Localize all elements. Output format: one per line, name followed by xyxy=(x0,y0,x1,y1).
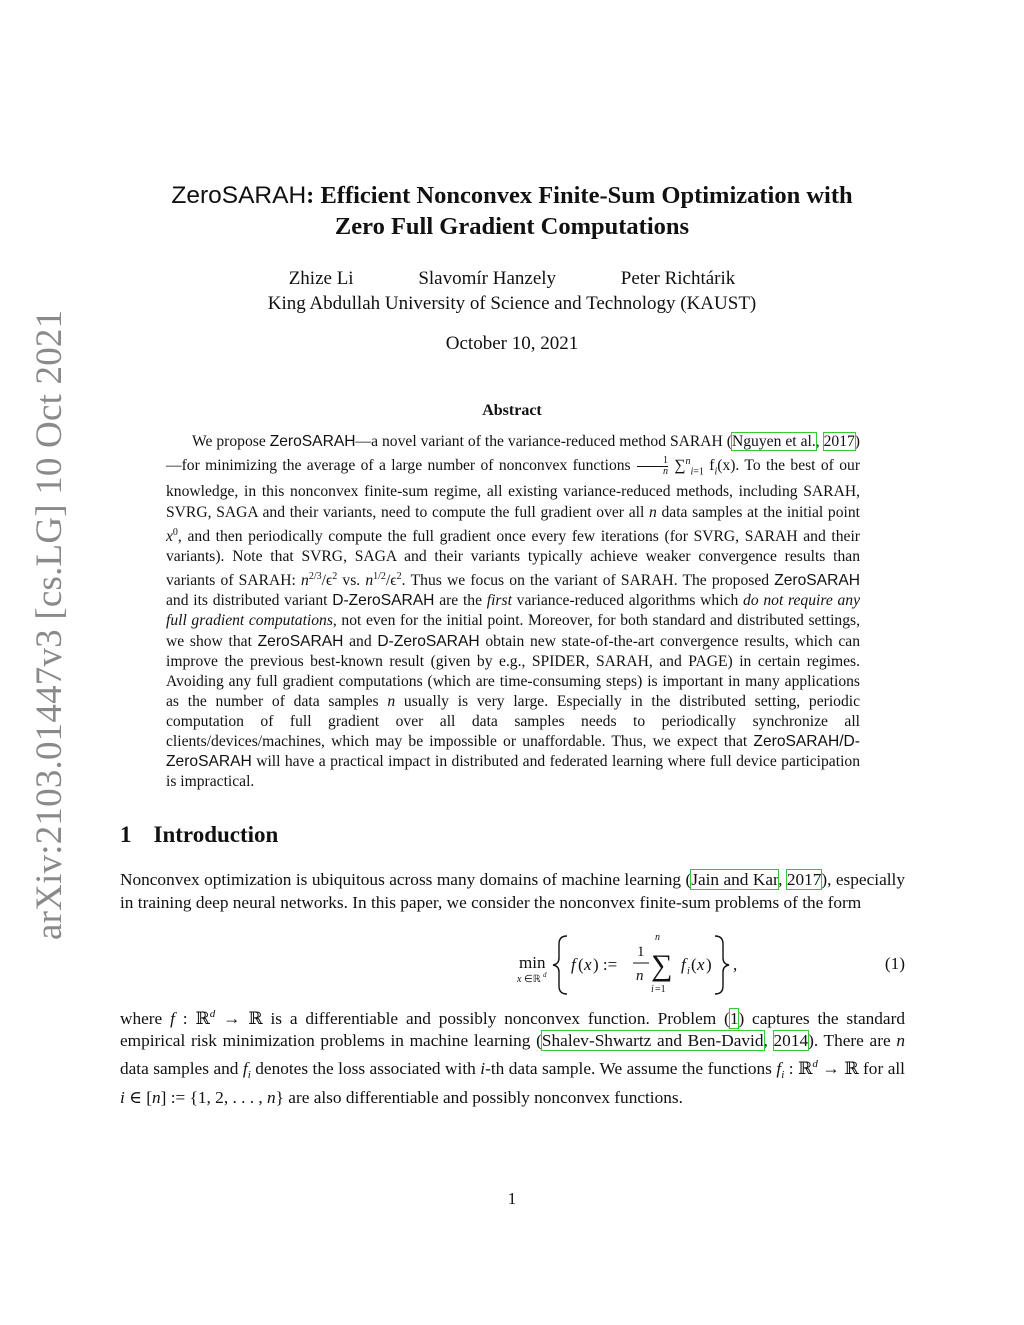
abstract-text-run: We propose xyxy=(192,433,270,450)
abstract-text-run: , not even for the initial point. Moreover, for both standard and distributed settings, we show that xyxy=(166,612,860,650)
section-heading xyxy=(120,822,278,848)
intro-paragraph-2: where f : ℝ$^d$ → ℝ is a differentiable and possibly nonconvex function. Problem (1) captures the standard empirical risk minimization problems in machine learning (Shalev-Shwartz and Ben-David, 2014). There are n data samples and $f_i$ denotes the loss associated with i-th data sample. We assume the functions $f_i$ : ℝ$^d$ → ℝ for all i ∈ [n] := {1, 2, . . . , n} are also differentiable and possibly nonconvex functions. xyxy=(120,1008,905,1107)
citation-link[interactable]: 2014 xyxy=(773,1031,809,1051)
intro-text-run: Nonconvex optimization is ubiquitous across many domains of machine learning ( xyxy=(120,870,692,889)
svg-text:min: min xyxy=(519,953,546,972)
title-method-name: ZeroSARAH xyxy=(171,182,307,209)
abstract-text: We propose ZeroSARAH—a novel variant of the variance-reduced method SARAH (Nguyen et al., 2017)—for minimizing the average of a large number of nonconvex functions $\frac{1}{n}$ ∑$^n_{i=1}$ $f_i(x)$. To the best of our knowledge, in this nonconvex finite-sum regime, all existing variance-reduced methods, including SARAH, SVRG, SAGA and their variants, need to compute the full gradient over all n data samples at the initial point $x^0$, and then periodically compute the full gradient once every few iterations (for SVRG, SARAH and their variants). Note that SVRG, SAGA and their variants typically achieve weaker convergence results than variants of SARAH: $n^{2/3}/\epsilon^2$ vs. $n^{1/2}/\epsilon^2$. Thus we focus on the variant of SARAH. The proposed ZeroSARAH and its distributed variant D-ZeroSARAH are the first variance-reduced algorithms which do not require any full gradient computations, not even for the initial point. Moreover, for both standard and distributed settings, we show that ZeroSARAH and D-ZeroSARAH obtain new state-of-the-art convergence results, which can improve the previous best-known result (given by e.g., SPIDER, SARAH, and PAGE) in certain regimes. Avoiding any full gradient computations (which are time-consuming steps) is important in many applications as the number of data samples n usually is very large. Especially in the distributed setting, periodic computation of full gradient over all data samples needs to periodically synchronize all clients/devices/machines, which may be impossible or unaffordable. Thus, we expect that ZeroSARAH/D-ZeroSARAH will have a practical impact in distributed and federated learning where full device participation is impractical. xyxy=(166,433,861,791)
abstract-text-run: are the xyxy=(434,592,487,610)
rate-symbol: /ϵ xyxy=(385,572,397,590)
rate-exponent: 2 xyxy=(396,571,402,583)
intro-text-run: ), especially in training deep neural networks. In this paper, we consider the nonconvex finite-sum problems of the form xyxy=(120,870,905,912)
abstract-text-run: —a novel variant of the variance-reduced method SARAH ( xyxy=(355,433,732,450)
paper-title xyxy=(130,180,894,242)
intro-text-run: ). There are xyxy=(808,1031,897,1051)
abstract-heading: Abstract xyxy=(482,402,542,419)
citation-link[interactable]: Shalev-Shwartz and Ben-David xyxy=(541,1031,764,1051)
rate-exponent: 2 xyxy=(332,571,338,583)
rate-symbol: n xyxy=(365,572,374,590)
rate-exponent: 2/3 xyxy=(308,571,322,583)
citation-link[interactable]: 2017 xyxy=(823,433,855,450)
author-block xyxy=(120,266,904,316)
equation-finite-sum xyxy=(515,930,755,1000)
section-title: Introduction xyxy=(153,822,279,847)
intro-text-run: ) captures the standard empirical risk minimization problems in machine learning ( xyxy=(120,1008,905,1051)
abstract-text-run: will have a practical impact in distributed and federated learning where full device participation is impractical. xyxy=(166,753,860,791)
svg-text:(: ( xyxy=(691,955,697,974)
page-number: 1 xyxy=(507,1189,517,1208)
svg-text:=1: =1 xyxy=(655,984,666,995)
intro-text-run: for all xyxy=(858,1058,905,1078)
abstract-text-run: usually is very large. Especially in the distributed setting, periodic computation of full gradient over all data samples needs to periodically synchronize all clients/devices/machines, which may be impossible or unaffordable. Thus, we expect that xyxy=(166,692,860,750)
author-name: Zhize Li xyxy=(288,268,354,289)
intro-text-run: data samples and xyxy=(120,1058,243,1078)
abstract-text-run: )—for minimizing the average of a large number of nonconvex functions xyxy=(166,433,860,475)
abstract-text-run: data samples at the initial point xyxy=(656,503,860,521)
svg-text:n: n xyxy=(636,968,644,984)
intro-text-run: is a differentiable and possibly nonconvex function. Problem ( xyxy=(262,1008,730,1028)
svg-text:d: d xyxy=(543,971,547,979)
svg-text:x: x xyxy=(584,955,592,974)
abstract-text-run: f xyxy=(703,457,715,475)
intro-text-run: denotes the loss associated with xyxy=(250,1058,481,1078)
intro-text-run: where xyxy=(120,1008,171,1028)
citation-link[interactable]: 2017 xyxy=(786,870,822,889)
svg-text:1: 1 xyxy=(637,944,645,960)
svg-text:∈ℝ: ∈ℝ xyxy=(524,974,541,985)
rate-symbol: n xyxy=(301,572,309,590)
svg-text:∑: ∑ xyxy=(651,949,673,982)
method-name: ZeroSARAH/D-ZeroSARAH xyxy=(166,732,860,771)
method-name: ZeroSARAH xyxy=(257,632,344,650)
svg-text:f: f xyxy=(681,955,686,974)
abstract-text-run: , xyxy=(815,433,824,450)
abstract-text-run: (x). To the best of our knowledge, in this nonconvex finite-sum regime, all existing variance-reduced methods, including SARAH, SVRG, SAGA and their variants, need to compute the full gradient over all xyxy=(166,457,861,521)
abstract-text-run: . Thus we focus on the variant of SARAH. The proposed xyxy=(401,572,775,590)
paper-date: October 10, 2021 xyxy=(445,333,579,354)
svg-text:): ) xyxy=(706,955,712,974)
svg-text:,: , xyxy=(733,955,738,974)
citation-link[interactable]: Jain and Kar xyxy=(691,870,779,889)
author-names xyxy=(120,266,904,291)
abstract-text-run: , and then periodically compute the full gradient once every few iterations (for SVRG, SARAH and their variants). Note that SVRG, SAGA and their variants typically achieve weaker convergence results than variants of SARAH: xyxy=(166,527,860,590)
svg-text:i: i xyxy=(687,966,690,977)
svg-text:x: x xyxy=(697,955,705,974)
author-affiliation: King Abdullah University of Science and Technology (KAUST) xyxy=(267,293,757,314)
equation-ref-link[interactable]: 1 xyxy=(729,1008,739,1028)
equation-number: (1) xyxy=(884,954,905,973)
method-name: ZeroSARAH xyxy=(269,433,356,450)
svg-text:(: ( xyxy=(578,955,584,974)
title-line1: : Efficient Nonconvex Finite-Sum Optimization with xyxy=(306,182,853,209)
section-number: 1 xyxy=(120,822,132,847)
abstract-text-run: variance-reduced algorithms which xyxy=(511,592,744,610)
method-name: D-ZeroSARAH xyxy=(332,592,435,610)
author-name: Slavomír Hanzely xyxy=(418,268,557,289)
fraction-1-over-n: $\frac{1}{n}$ xyxy=(637,456,668,477)
intro-text-run: , xyxy=(763,1031,774,1051)
svg-text:) :=: ) := xyxy=(593,955,618,974)
abstract-text-run: obtain new state-of-the-art convergence results, which can improve the previous best-known result (given by e.g., SPIDER, SARAH, and PAGE) in certain regimes. Avoiding any full gradient computations (which are time-consuming steps) is important in many applications as the number of data samples xyxy=(166,632,861,710)
intro-text-run: are also differentiable and possibly nonconvex functions. xyxy=(283,1087,683,1107)
emphasis-text: first xyxy=(486,592,512,610)
citation-link[interactable]: Nguyen et al. xyxy=(732,433,816,450)
abstract-text-run: and its distributed variant xyxy=(166,592,333,610)
emphasis-text: do not require any full gradient computations xyxy=(166,592,861,630)
arxiv-identifier-stamp: arXiv:2103.01447v3 [cs.LG] 10 Oct 2021 xyxy=(29,309,70,940)
title-line2: Zero Full Gradient Computations xyxy=(334,213,690,240)
method-name: ZeroSARAH xyxy=(774,572,860,590)
intro-text-run: , xyxy=(778,870,787,889)
svg-text:x: x xyxy=(517,974,522,985)
svg-text:n: n xyxy=(655,932,660,943)
svg-text:i: i xyxy=(651,984,654,995)
abstract-text-run: vs. xyxy=(337,572,366,590)
intro-paragraph-1 xyxy=(120,869,905,914)
intro-text-run: -th data sample. We assume the functions xyxy=(485,1058,777,1078)
abstract-text-run: and xyxy=(343,632,378,650)
rate-exponent: 1/2 xyxy=(373,571,386,583)
rate-symbol: /ϵ xyxy=(321,572,333,590)
method-name: D-ZeroSARAH xyxy=(377,632,480,650)
author-name: Peter Richtárik xyxy=(620,268,736,289)
equation-1 xyxy=(120,930,905,1000)
svg-text:f: f xyxy=(571,955,576,974)
